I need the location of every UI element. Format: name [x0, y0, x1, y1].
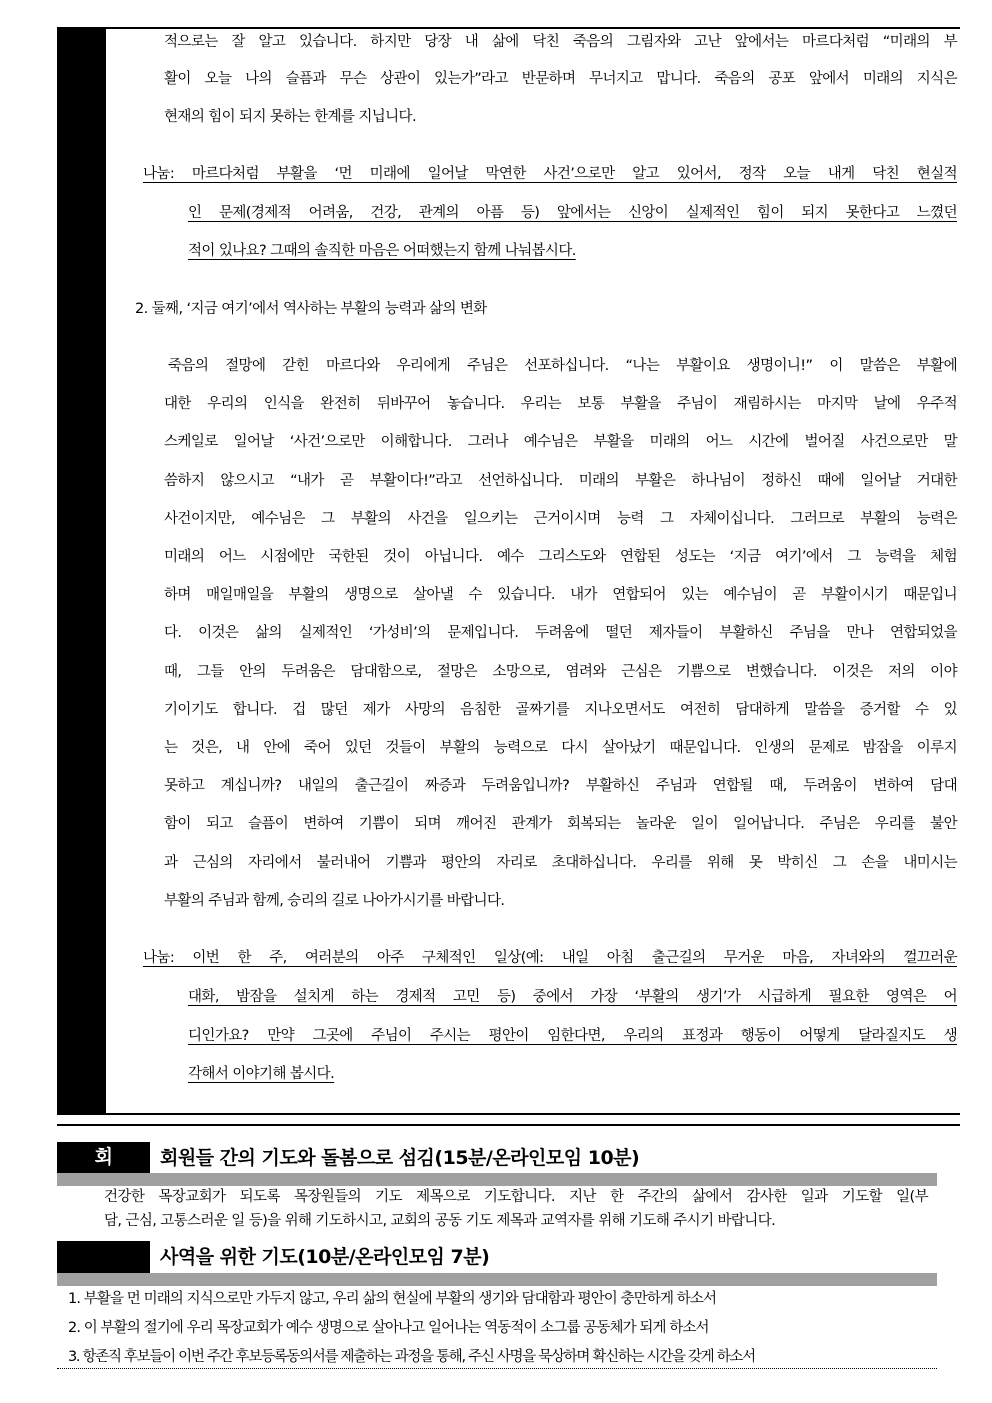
text-line: 부활의 주님과 함께, 승리의 길로 나아가시기를 바랍니다. [164, 892, 505, 909]
prayer-item: 2. 이 부활의 절기에 우리 목장교회가 예수 생명으로 살아나고 일어나는 역동적이 소그룹 공동체가 되게 하소서 [68, 1320, 709, 1336]
text-line: 나눔: 이번 한 주, 여러분의 아주 구체적인 일상(예: 내일 아침 출근길의 무거운 마음, 자녀와의 껄끄러운 [143, 950, 957, 966]
section-badge-label: 회 [94, 1146, 113, 1168]
text-line: 는 것은, 내 안에 죽어 있던 것들이 부활의 능력으로 다시 살아났기 때문입니다. 인생의 문제로 밤잠을 이루지 [164, 740, 957, 756]
text-line: 현재의 힘이 되지 못하는 한계를 지닙니다. [164, 109, 416, 125]
text-line: 때, 그들 안의 두려움은 담대함으로, 절망은 소망으로, 염려와 근심은 기쁨으로 변했습니다. 이것은 저의 이야 [164, 663, 957, 680]
section-header-bar [57, 1173, 937, 1186]
text-line: 다. 이것은 삶의 실제적인 ‘가성비’의 문제입니다. 두려움에 떨던 제자들이 부활하신 주님을 만나 연합되었을 [164, 625, 957, 642]
text-line: 적이 있나요? 그때의 솔직한 마음은 어떠했는지 함께 나눠봅시다. [188, 243, 576, 259]
section-badge [57, 1142, 150, 1173]
text-line: 과 근심의 자리에서 불러내어 기쁨과 평안의 자리로 초대하십니다. 우리를 위해 못 박히신 그 손을 내미시는 [164, 854, 957, 871]
text-line: 사건이지만, 예수님은 그 부활의 사건을 일으키는 근거이시며 능력 그 자체이십니다. 그러므로 부활의 능력은 [164, 510, 957, 527]
point-2-heading: 2. 둘째, ‘지금 여기’에서 역사하는 부활의 능력과 삶의 변화 [135, 301, 487, 317]
text-line: 함이 되고 슬픔이 변하여 기쁨이 되며 깨어진 관계가 회복되는 놀라운 일이 일어납니다. 주님은 우리를 불안 [164, 816, 957, 833]
section-badge [57, 1241, 150, 1273]
section-title-ministry-prayer: 사역을 위한 기도(10분/온라인모임 7분) [160, 1246, 490, 1268]
text-line: 나눔: 마르다처럼 부활을 ‘먼 미래에 일어날 막연한 사건’으로만 알고 있어서, 정작 오늘 내게 닥친 현실적 [143, 166, 957, 182]
section-bottom-rule [57, 1113, 960, 1115]
text-line: 미래의 어느 시점에만 국한된 것이 아닙니다. 예수 그리스도와 연합된 성도는 ‘지금 여기’에서 그 능력을 체험 [164, 549, 957, 565]
text-line: 못하고 계십니까? 내일의 출근길이 짜증과 두려움입니까? 부활하신 주님과 연합될 때, 두려움이 변하여 담대 [164, 778, 957, 795]
text-line: 담, 근심, 고통스러운 일 등)을 위해 기도하시고, 교회의 공동 기도 제목과 교역자를 위해 기도해 주시기 바랍니다. [104, 1213, 776, 1229]
prayer-item: 1. 부활을 먼 미래의 지식으로만 가두지 않고, 우리 삶의 현실에 부활의 생기와 담대함과 평안이 충만하게 하소서 [68, 1291, 717, 1307]
text-line: 기이기도 합니다. 겁 많던 제가 사망의 음침한 골짜기를 지나오면서도 여전히 담대하게 말씀을 증거할 수 있 [164, 701, 957, 718]
section-side-bar [57, 27, 106, 1115]
text-line: 각해서 이야기해 봅시다. [188, 1066, 335, 1082]
text-line: 건강한 목장교회가 되도록 목장원들의 기도 제목으로 기도합니다. 지난 한 주간의 삶에서 감사한 일과 기도할 일(부 [104, 1189, 928, 1205]
text-line: 대한 우리의 인식을 완전히 뒤바꾸어 놓습니다. 우리는 보통 부활을 주님이 재림하시는 마지막 날에 우주적 [164, 396, 957, 413]
text-line: 씀하지 않으시고 “내가 곧 부활이다!”라고 선언하십니다. 미래의 부활은 하나님이 정하신 때에 일어날 거대한 [164, 472, 957, 489]
section-header-bar [57, 1273, 937, 1286]
text-line: 스케일로 일어날 ‘사건’으로만 이해합니다. 그러나 예수님은 부활을 미래의 어느 시간에 벌어질 사건으로만 말 [164, 434, 957, 451]
text-line: 활이 오늘 나의 슬픔과 무슨 상관이 있는가”라고 반문하며 무너지고 맙니다. 죽음의 공포 앞에서 미래의 지식은 [164, 71, 957, 87]
prayer-item: 3. 항존직 후보들이 이번 주간 후보등록동의서를 제출하는 과정을 통해, 주신 사명을 묵상하며 확신하는 시간을 갖게 하소서 [68, 1349, 755, 1365]
text-line: 적으로는 잘 알고 있습니다. 하지만 당장 내 삶에 닥친 죽음의 그림자와 고난 앞에서는 마르다처럼 “미래의 부 [164, 34, 957, 50]
text-line: 디인가요? 만약 그곳에 주님이 주시는 평안이 임한다면, 우리의 표정과 행동이 어떻게 달라질지도 생 [188, 1028, 957, 1044]
text-line: 대화, 밤잠을 설치게 하는 경제적 고민 등) 중에서 가장 ‘부활의 생기’가 시급하게 필요한 영역은 어 [188, 989, 957, 1005]
section-title-fellowship: 회원들 간의 기도와 돌봄으로 섬김(15분/온라인모임 10분) [160, 1147, 640, 1169]
text-line: 하며 매일매일을 부활의 생명으로 살아낼 수 있습니다. 내가 연합되어 있는 예수님이 곧 부활이시기 때문입니 [164, 587, 957, 604]
text-line: 죽음의 절망에 갇힌 마르다와 우리에게 주님은 선포하십니다. “나는 부활이요 생명이니!” 이 말씀은 부활에 [168, 358, 957, 374]
section-divider-rule [57, 1124, 960, 1126]
text-line: 인 문제(경제적 어려움, 건강, 관계의 아픔 등) 앞에서는 신앙이 실제적인 힘이 되지 못한다고 느꼈던 [188, 205, 957, 221]
dotted-rule [57, 1368, 937, 1369]
section-top-rule [106, 27, 960, 29]
